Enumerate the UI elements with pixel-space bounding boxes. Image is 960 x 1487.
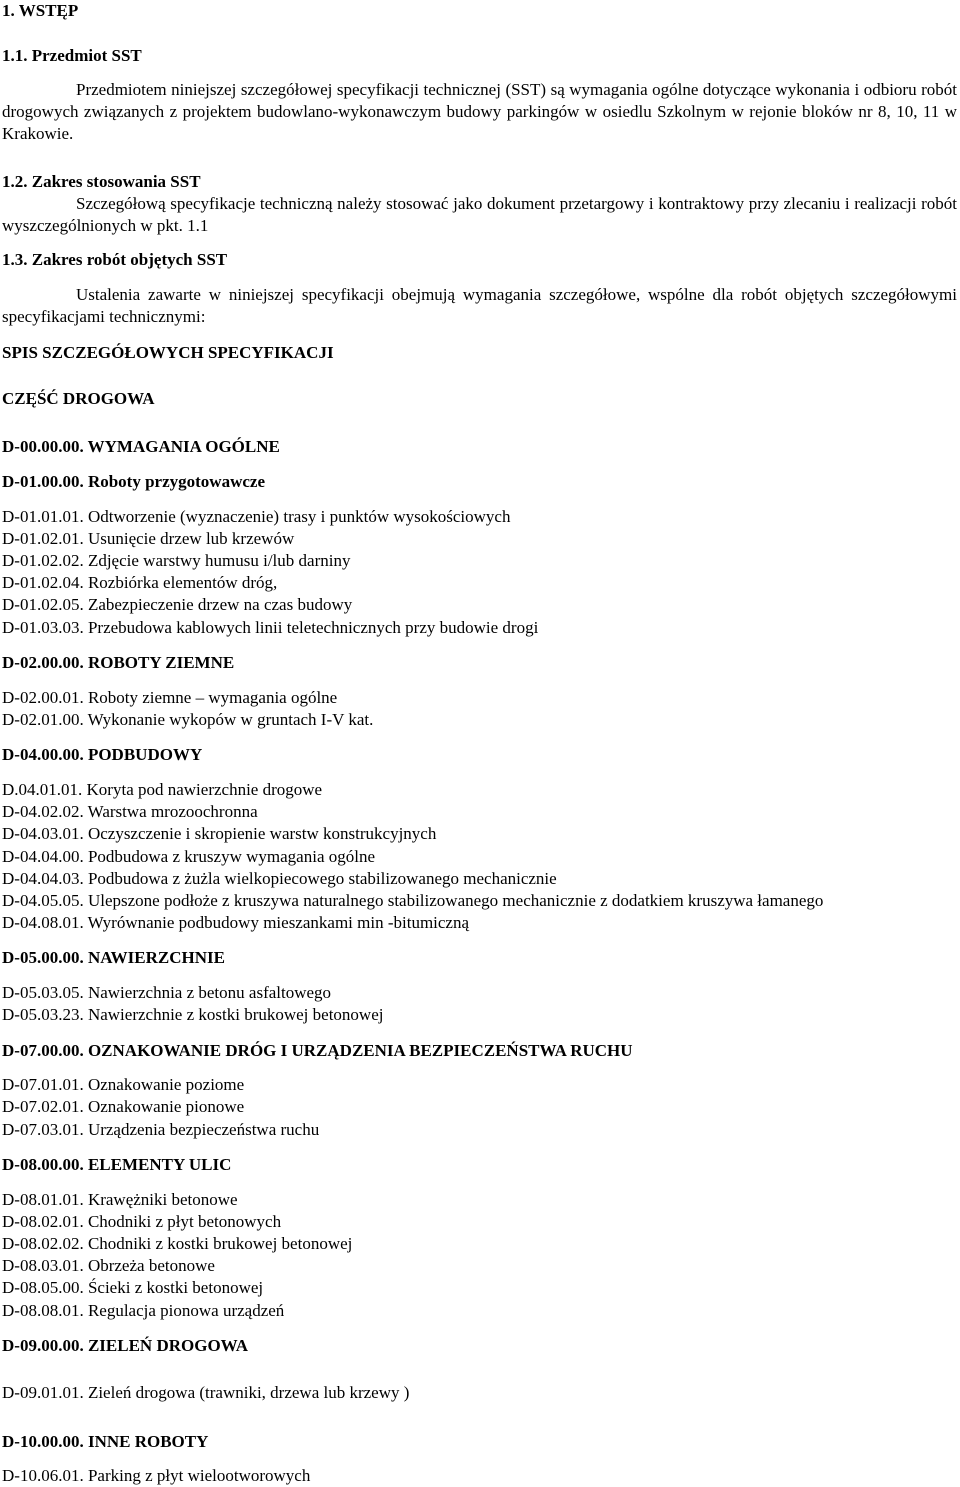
spec-code: D-01.02.02. (2, 551, 84, 570)
spec-line (2, 572, 277, 594)
spec-title: Oznakowanie pionowe (83, 1097, 245, 1116)
spec-title: Warstwa mrozoochronna (83, 802, 258, 821)
spec-line (2, 744, 202, 766)
spec-title: NAWIERZCHNIE (83, 948, 225, 967)
spec-title: Zdjęcie warstwy humusu i/lub darniny (83, 551, 351, 570)
section-heading: CZĘŚĆ DROGOWA (2, 389, 155, 408)
spec-code: D-08.01.01. (2, 1190, 84, 1209)
spec-code: D-02.01.00. (2, 710, 84, 729)
spec-line (2, 912, 469, 934)
spec-line (2, 471, 265, 493)
spec-code: D-01.02.01. (2, 529, 84, 548)
spec-title: Podbudowa z żużla wielkopiecowego stabilizowanego mechanicznie (83, 869, 557, 888)
spec-title: Nawierzchnia z betonu asfaltowego (83, 983, 332, 1002)
spec-line (2, 1335, 248, 1357)
spec-line (2, 550, 350, 572)
spec-code: D-08.05.00. (2, 1278, 84, 1297)
spec-line (2, 1277, 263, 1299)
spec-line (2, 1255, 215, 1277)
spec-code: D-09.00.00. (2, 1336, 84, 1355)
spec-line (2, 506, 510, 528)
spec-line (2, 947, 225, 969)
spec-title: Odtworzenie (wyznaczenie) trasy i punktów wysokościowych (83, 507, 511, 526)
spec-line (2, 890, 823, 912)
paragraph-1-2: Szczegółową specyfikacje techniczną należy stosować jako dokument przetargowy i kontraktowy przy zlecaniu i realizacji robót wyszczególnionych w pkt. 1.1 (2, 194, 957, 235)
spec-title: Wykonanie wykopów w gruntach I-V kat. (83, 710, 374, 729)
spec-line (2, 1211, 281, 1233)
spec-code: D-04.04.00. (2, 847, 84, 866)
spec-title: PODBUDOWY (83, 745, 203, 764)
heading-1-3: 1.3. Zakres robót objętych SST (2, 250, 228, 269)
spec-title: Krawężniki betonowe (83, 1190, 238, 1209)
spec-code: D-09.01.01. (2, 1383, 84, 1402)
spec-line (2, 652, 234, 674)
spec-line (2, 1154, 231, 1176)
spec-line (2, 1096, 244, 1118)
spec-line (2, 1189, 238, 1211)
paragraph-1-1: Przedmiotem niniejszej szczegółowej specyfikacji technicznej (SST) są wymagania ogólne dotyczące wykonania i odbioru robót drogowych związanych z projektem budowlano-wykonawczym budowy parkingów w osiedlu Szkolnym w rejonie bloków nr 8, 10, 11 w Krakowie. (2, 80, 957, 143)
spec-title: Koryta pod nawierzchnie drogowe (82, 780, 323, 799)
spec-code: D-07.03.01. (2, 1120, 84, 1139)
spec-title: ELEMENTY ULIC (83, 1155, 232, 1174)
spec-title: Przebudowa kablowych linii teletechnicznych przy budowie drogi (83, 618, 539, 637)
spec-line (2, 436, 280, 458)
spec-title: Roboty przygotowawcze (83, 472, 265, 491)
spec-line (2, 1119, 319, 1141)
spec-line (2, 1382, 409, 1404)
spec-title: Ścieki z kostki betonowej (83, 1278, 264, 1297)
spec-title: Rozbiórka elementów dróg, (83, 573, 278, 592)
spec-code: D-07.00.00. (2, 1041, 84, 1060)
spec-title: Nawierzchnie z kostki brukowej betonowej (83, 1005, 384, 1024)
spec-code: D-04.02.02. (2, 802, 84, 821)
spec-code: D-01.01.01. (2, 507, 84, 526)
spec-title: OZNAKOWANIE DRÓG I URZĄDZENIA BEZPIECZEŃSTWA RUCHU (83, 1041, 633, 1060)
spec-list-heading: SPIS SZCZEGÓŁOWYCH SPECYFIKACJI (2, 343, 334, 362)
spec-line (2, 801, 258, 823)
spec-title: Zieleń drogowa (trawniki, drzewa lub krzewy ) (83, 1383, 410, 1402)
spec-line (2, 687, 337, 709)
spec-code: D-02.00.01. (2, 688, 84, 707)
spec-line (2, 823, 436, 845)
spec-code: D-07.02.01. (2, 1097, 84, 1116)
spec-title: WYMAGANIA OGÓLNE (83, 437, 280, 456)
spec-code: D-00.00.00. (2, 437, 84, 456)
spec-code: D-08.02.01. (2, 1212, 84, 1231)
spec-title: ZIELEŃ DROGOWA (83, 1336, 249, 1355)
spec-title: Roboty ziemne – wymagania ogólne (83, 688, 338, 707)
spec-code: D.04.01.01. (2, 780, 83, 799)
spec-title: Urządzenia bezpieczeństwa ruchu (83, 1120, 320, 1139)
spec-code: D-08.00.00. (2, 1155, 84, 1174)
spec-title: Podbudowa z kruszyw wymagania ogólne (83, 847, 376, 866)
spec-title: Wyrównanie podbudowy mieszankami min -bitumiczną (83, 913, 470, 932)
spec-code: D-04.05.05. (2, 891, 84, 910)
spec-code: D-01.02.04. (2, 573, 84, 592)
spec-title: Oczyszczenie i skropienie warstw konstrukcyjnych (83, 824, 437, 843)
spec-code: D-10.06.01. (2, 1466, 84, 1485)
spec-title: Zabezpieczenie drzew na czas budowy (83, 595, 353, 614)
spec-title: Ulepszone podłoże z kruszywa naturalnego stabilizowanego mechanicznie z dodatkiem kruszywa łamanego (83, 891, 824, 910)
spec-line (2, 1074, 244, 1096)
spec-code: D-04.04.03. (2, 869, 84, 888)
heading-1-1: 1.1. Przedmiot SST (2, 46, 142, 65)
spec-line (2, 617, 538, 639)
spec-code: D-05.00.00. (2, 948, 84, 967)
spec-line (2, 1431, 208, 1453)
paragraph-1-3: Ustalenia zawarte w niniejszej specyfikacji obejmują wymagania szczegółowe, wspólne dla robót objętych szczegółowymi specyfikacjami technicznymi: (2, 285, 957, 326)
spec-title: Chodniki z płyt betonowych (83, 1212, 282, 1231)
spec-title: Parking z płyt wielootworowych (83, 1466, 311, 1485)
spec-title: Usunięcie drzew lub krzewów (83, 529, 295, 548)
spec-title: Obrzeża betonowe (83, 1256, 215, 1275)
spec-line (2, 846, 375, 868)
spec-line (2, 982, 331, 1004)
spec-code: D-08.02.02. (2, 1234, 84, 1253)
heading-1: 1. WSTĘP (2, 1, 79, 20)
spec-code: D-07.01.01. (2, 1075, 84, 1094)
spec-title: INNE ROBOTY (83, 1432, 209, 1451)
spec-line (2, 1300, 284, 1322)
spec-line (2, 709, 373, 731)
spec-code: D-08.08.01. (2, 1301, 84, 1320)
spec-code: D-04.00.00. (2, 745, 84, 764)
spec-title: ROBOTY ZIEMNE (83, 653, 235, 672)
spec-line (2, 528, 294, 550)
spec-code: D-10.00.00. (2, 1432, 84, 1451)
spec-title: Regulacja pionowa urządzeń (83, 1301, 285, 1320)
spec-code: D-05.03.23. (2, 1005, 84, 1024)
spec-line (2, 1040, 633, 1062)
spec-code: D-05.03.05. (2, 983, 84, 1002)
spec-line (2, 1233, 352, 1255)
spec-code: D-08.03.01. (2, 1256, 84, 1275)
spec-code: D-01.02.05. (2, 595, 84, 614)
spec-code: D-01.00.00. (2, 472, 84, 491)
spec-title: Chodniki z kostki brukowej betonowej (83, 1234, 353, 1253)
spec-code: D-02.00.00. (2, 653, 84, 672)
spec-line (2, 594, 352, 616)
spec-code: D-04.03.01. (2, 824, 84, 843)
spec-title: Oznakowanie poziome (83, 1075, 245, 1094)
spec-line (2, 868, 557, 890)
spec-line (2, 1465, 310, 1487)
spec-code: D-01.03.03. (2, 618, 84, 637)
heading-1-2: 1.2. Zakres stosowania SST (2, 172, 201, 191)
spec-code: D-04.08.01. (2, 913, 84, 932)
spec-line (2, 779, 322, 801)
spec-line (2, 1004, 383, 1026)
